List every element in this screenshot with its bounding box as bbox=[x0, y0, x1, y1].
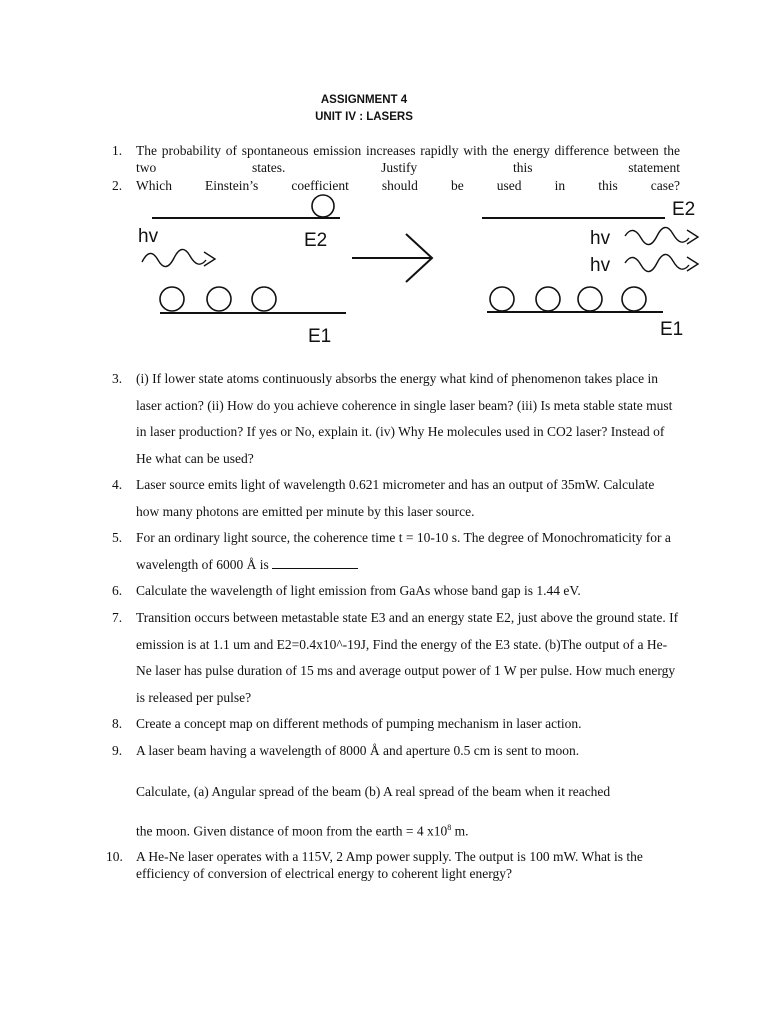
right-ground-atom bbox=[622, 287, 646, 311]
question-number: 8. bbox=[112, 716, 123, 731]
assignment-title: ASSIGNMENT 4 bbox=[320, 94, 408, 106]
question-number: 1. bbox=[112, 143, 123, 158]
question-number: 10. bbox=[106, 849, 123, 864]
question-text: Create a concept map on different methods of pumping mechanism in laser action. bbox=[136, 716, 582, 731]
right-e1-label: E1 bbox=[660, 319, 684, 340]
question-text: A laser beam having a wavelength of 8000 Å and aperture 0.5 cm is sent to moon. bbox=[136, 743, 580, 758]
right-photon-wave-2 bbox=[625, 254, 689, 271]
question-text-line-3-end: m. bbox=[451, 823, 469, 839]
answer-blank bbox=[272, 556, 358, 569]
question-number: 3. bbox=[112, 371, 123, 386]
exponent: 8 bbox=[447, 823, 452, 832]
question-text: Transition occurs between metastable state E3 and an energy state E2, just above the ground state. If emission is at 1.1 um and E2=0.4x10^-19J, Find the energy of the E3 state. (b)The output of a He-Ne laser has pulse duration of 15 ms and average output power of 1 W per pulse. How much energy is released per pulse? bbox=[136, 610, 679, 705]
left-e2-label: E2 bbox=[304, 230, 328, 251]
question-text: For an ordinary light source, the coherence time t = 10-10 s. The degree of Monochromaticity for a wavelength of 6000 Å is bbox=[136, 530, 671, 572]
right-hv-label-1: hv bbox=[590, 228, 611, 249]
left-e1-label: E1 bbox=[308, 326, 332, 347]
right-photon-arrow-1 bbox=[687, 230, 698, 244]
question-number: 2. bbox=[112, 178, 123, 193]
left-ground-atom bbox=[207, 287, 231, 311]
left-ground-atom bbox=[160, 287, 184, 311]
question-number: 7. bbox=[112, 610, 123, 625]
right-ground-atom bbox=[490, 287, 514, 311]
stimulated-emission-diagram bbox=[120, 190, 720, 355]
left-photon-wave bbox=[142, 249, 206, 266]
question-text: (i) If lower state atoms continuously absorbs the energy what kind of phenomenon takes place in laser action? (ii) How do you achieve coherence in single laser beam? (iii) Is meta stable state must in laser production? If yes or No, explain it. (iv) Why He molecules used in CO2 laser? Instead of He what can be used? bbox=[136, 371, 673, 466]
question-text: Calculate the wavelength of light emission from GaAs whose band gap is 1.44 eV. bbox=[136, 583, 581, 598]
right-ground-atom bbox=[578, 287, 602, 311]
left-hv-label: hv bbox=[138, 226, 159, 247]
question-number: 9. bbox=[112, 743, 123, 758]
left-photon-arrow bbox=[204, 252, 215, 266]
question-text: The probability of spontaneous emission increases rapidly with the energy difference between the two states. Justify this statement bbox=[136, 143, 680, 175]
left-ground-atom bbox=[252, 287, 276, 311]
right-photon-arrow-2 bbox=[687, 257, 698, 271]
question-number: 6. bbox=[112, 583, 123, 598]
question-text: A He-Ne laser operates with a 115V, 2 Amp power supply. The output is 100 mW. What is the efficiency of conversion of electrical energy to coherent light energy? bbox=[136, 849, 643, 881]
question-text: Which Einstein’s coefficient should be used in this case? bbox=[136, 178, 680, 193]
question-text-line-2: Calculate, (a) Angular spread of the beam (b) A real spread of the beam when it reached bbox=[136, 784, 611, 799]
question-text-line-3: the moon. Given distance of moon from the earth = 4 x10 bbox=[136, 823, 448, 839]
right-ground-atom bbox=[536, 287, 560, 311]
question-number: 5. bbox=[112, 530, 123, 545]
question-number: 4. bbox=[112, 477, 123, 492]
unit-title: UNIT IV : LASERS bbox=[315, 111, 413, 123]
question-text: Laser source emits light of wavelength 0.621 micrometer and has an output of 35mW. Calculate how many photons are emitted per minute by this laser source. bbox=[136, 477, 655, 519]
right-e2-label: E2 bbox=[672, 199, 696, 220]
right-hv-label-2: hv bbox=[590, 255, 611, 276]
left-excited-atom bbox=[312, 195, 334, 217]
right-photon-wave-1 bbox=[625, 227, 689, 244]
